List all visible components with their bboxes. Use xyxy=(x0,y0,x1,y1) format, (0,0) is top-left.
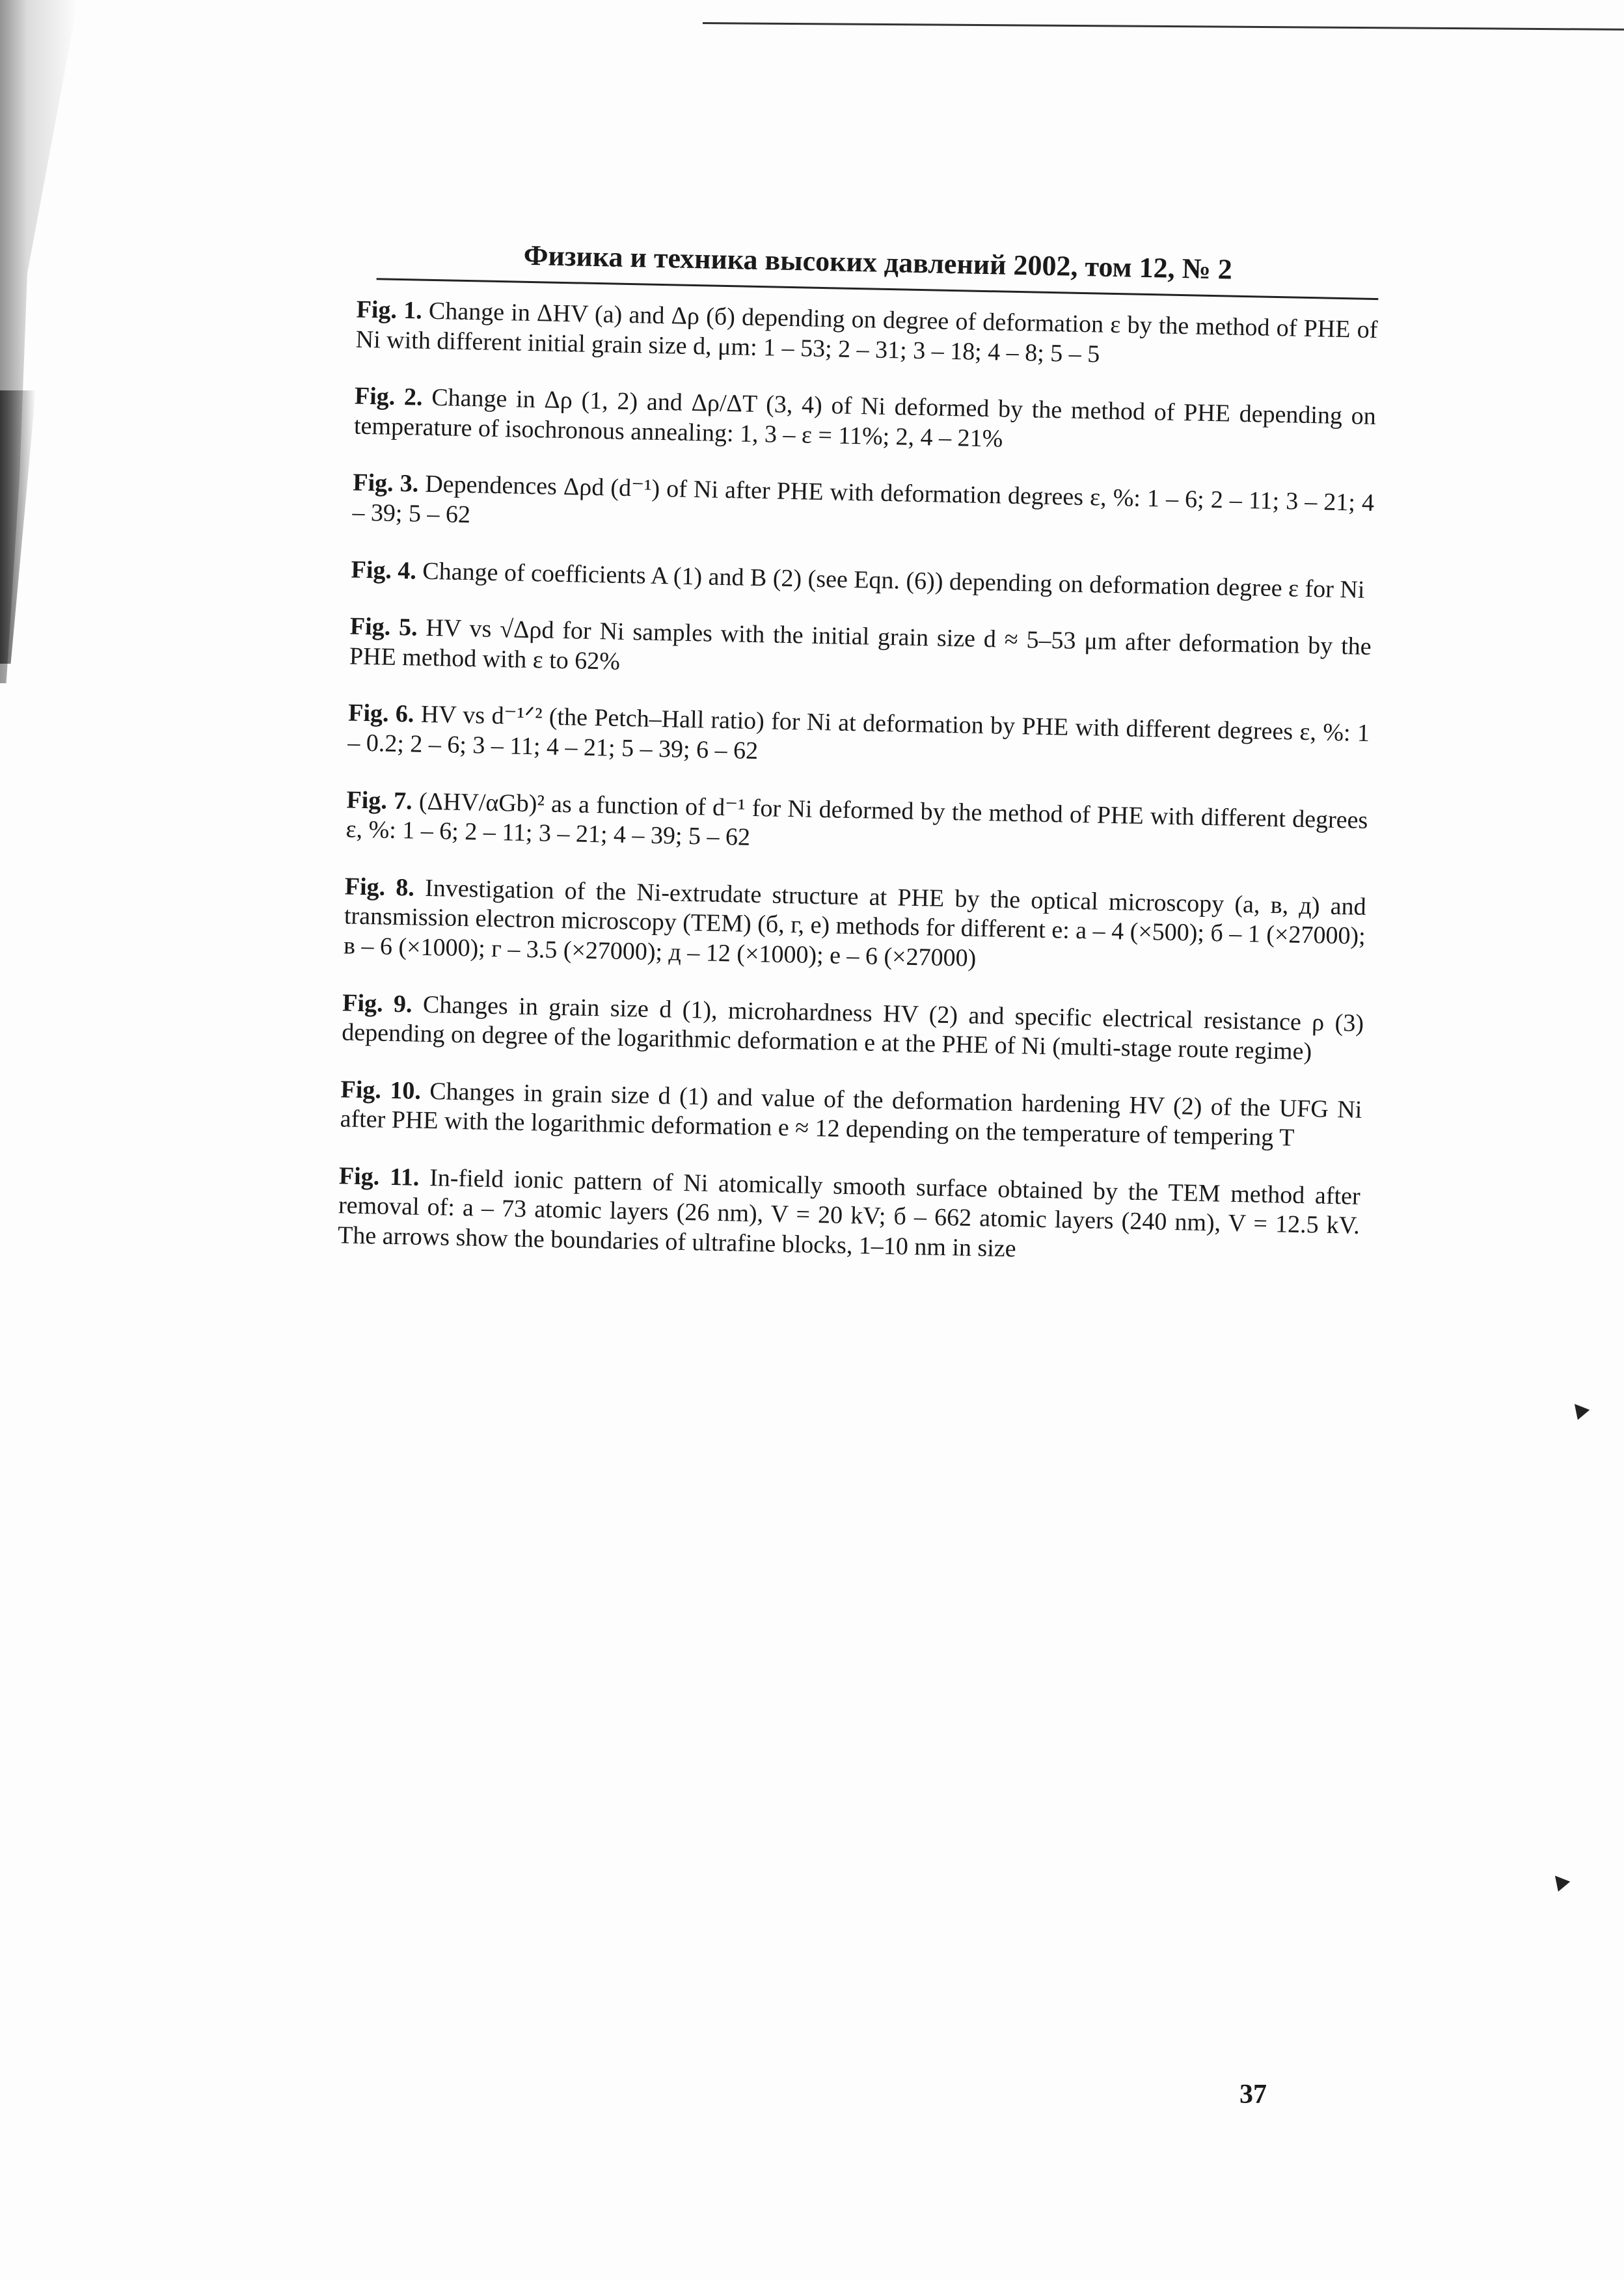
caption-text: Change of coefficients A (1) and B (2) (see Eqn. (6)) depending on deformation degree ε for Ni xyxy=(422,557,1365,604)
caption-fig-7 xyxy=(345,785,1368,865)
caption-label: Fig. 8. xyxy=(344,873,415,902)
margin-arrow-mark xyxy=(1549,1871,1571,1892)
page-content xyxy=(285,234,1379,1298)
margin-arrow-mark xyxy=(1569,1399,1590,1420)
caption-label: Fig. 10. xyxy=(340,1076,422,1105)
caption-label: Fig. 1. xyxy=(356,295,423,325)
page-number: 37 xyxy=(1239,2080,1267,2110)
caption-fig-2 xyxy=(354,382,1377,462)
caption-label: Fig. 11. xyxy=(338,1162,420,1191)
caption-fig-11 xyxy=(338,1161,1360,1271)
caption-text: HV vs √Δρd for Ni samples with the initial grain size d ≈ 5–53 μm after deformation by the PHE method with ε to 62% xyxy=(349,614,1372,675)
scan-shadow-strip xyxy=(0,390,36,664)
caption-fig-6 xyxy=(347,699,1370,779)
caption-label: Fig. 3. xyxy=(352,468,419,498)
caption-label: Fig. 9. xyxy=(342,988,413,1018)
caption-text: Dependences Δρd (d⁻¹) of Ni after PHE with deformation degrees ε, %: 1 – 6; 2 – 11; 3 – 21; 4 – 39; 5 – 62 xyxy=(352,470,1375,529)
top-scan-line xyxy=(703,22,1624,31)
caption-fig-1 xyxy=(355,295,1378,375)
caption-fig-9 xyxy=(342,988,1364,1068)
caption-label: Fig. 6. xyxy=(347,699,414,728)
caption-text: Changes in grain size d (1) and value of the deformation hardening HV (2) of the UFG Ni after PHE with the logarithmic deformation e ≈ 12 depending on the temperature of tempering T xyxy=(340,1077,1362,1152)
caption-text: (ΔHV/αGb)² as a function of d⁻¹ for Ni deformed by the method of PHE with different degrees ε, %: 1 – 6; 2 – 11; 3 – 21; 4 – 39; 5 – 62 xyxy=(345,787,1368,852)
caption-text: Investigation of the Ni-extrudate structure at PHE by the optical microscopy (a, в, д) and transmission electron microscopy (TEM) (б, г, е) methods for different e: a – 4 (×500); б – 1 (×27000); в – 6 (×1000); г – 3.5 (×27000); д – 12 (×1000); е – 6 (×27000) xyxy=(343,874,1367,972)
caption-label: Fig. 7. xyxy=(346,785,413,815)
figure-captions xyxy=(286,294,1378,1271)
caption-label: Fig. 4. xyxy=(351,556,417,585)
caption-text: In-field ionic pattern of Ni atomically smooth surface obtained by the TEM method after removal of: a – 73 atomic layers (26 nm), V = 20 kV; б – 662 atomic layers (240 nm), V = 12.5 kV. The arrows show the boundaries of ultrafine blocks, 1–10 nm in size xyxy=(337,1163,1361,1263)
caption-text: Changes in grain size d (1), microhardness HV (2) and specific electrical resistance ρ (3) depending on degree of the logarithmic deformation e at the PHE of Ni (multi-stage route regime) xyxy=(341,990,1364,1066)
caption-fig-8 xyxy=(344,872,1366,981)
caption-label: Fig. 2. xyxy=(354,382,423,411)
caption-fig-3 xyxy=(352,468,1375,549)
caption-fig-10 xyxy=(340,1075,1362,1155)
caption-fig-5 xyxy=(349,612,1372,692)
caption-label: Fig. 5. xyxy=(349,612,418,642)
caption-text: Change in ΔHV (a) and Δρ (б) depending on degree of deformation ε by the method of PHE of Ni with different initial grain size d, μm: 1 – 53; 2 – 31; 3 – 18; 4 – 8; 5 – 5 xyxy=(355,297,1378,368)
caption-text: Change in Δρ (1, 2) and Δρ/ΔT (3, 4) of Ni deformed by the method of PHE depending on temperature of isochronous annealing: 1, 3 – ε = 11%; 2, 4 – 21% xyxy=(353,384,1377,453)
journal-header: Физика и техника высоких давлений 2002, том 12, № 2 xyxy=(377,236,1379,300)
caption-text: HV vs d⁻¹ᐟ² (the Petch–Hall ratio) for Ni at deformation by PHE with different degrees ε, %: 1 – 0.2; 2 – 6; 3 – 11; 4 – 21; 5 – 39; 6 – 62 xyxy=(347,701,1370,765)
caption-fig-4 xyxy=(351,555,1373,605)
